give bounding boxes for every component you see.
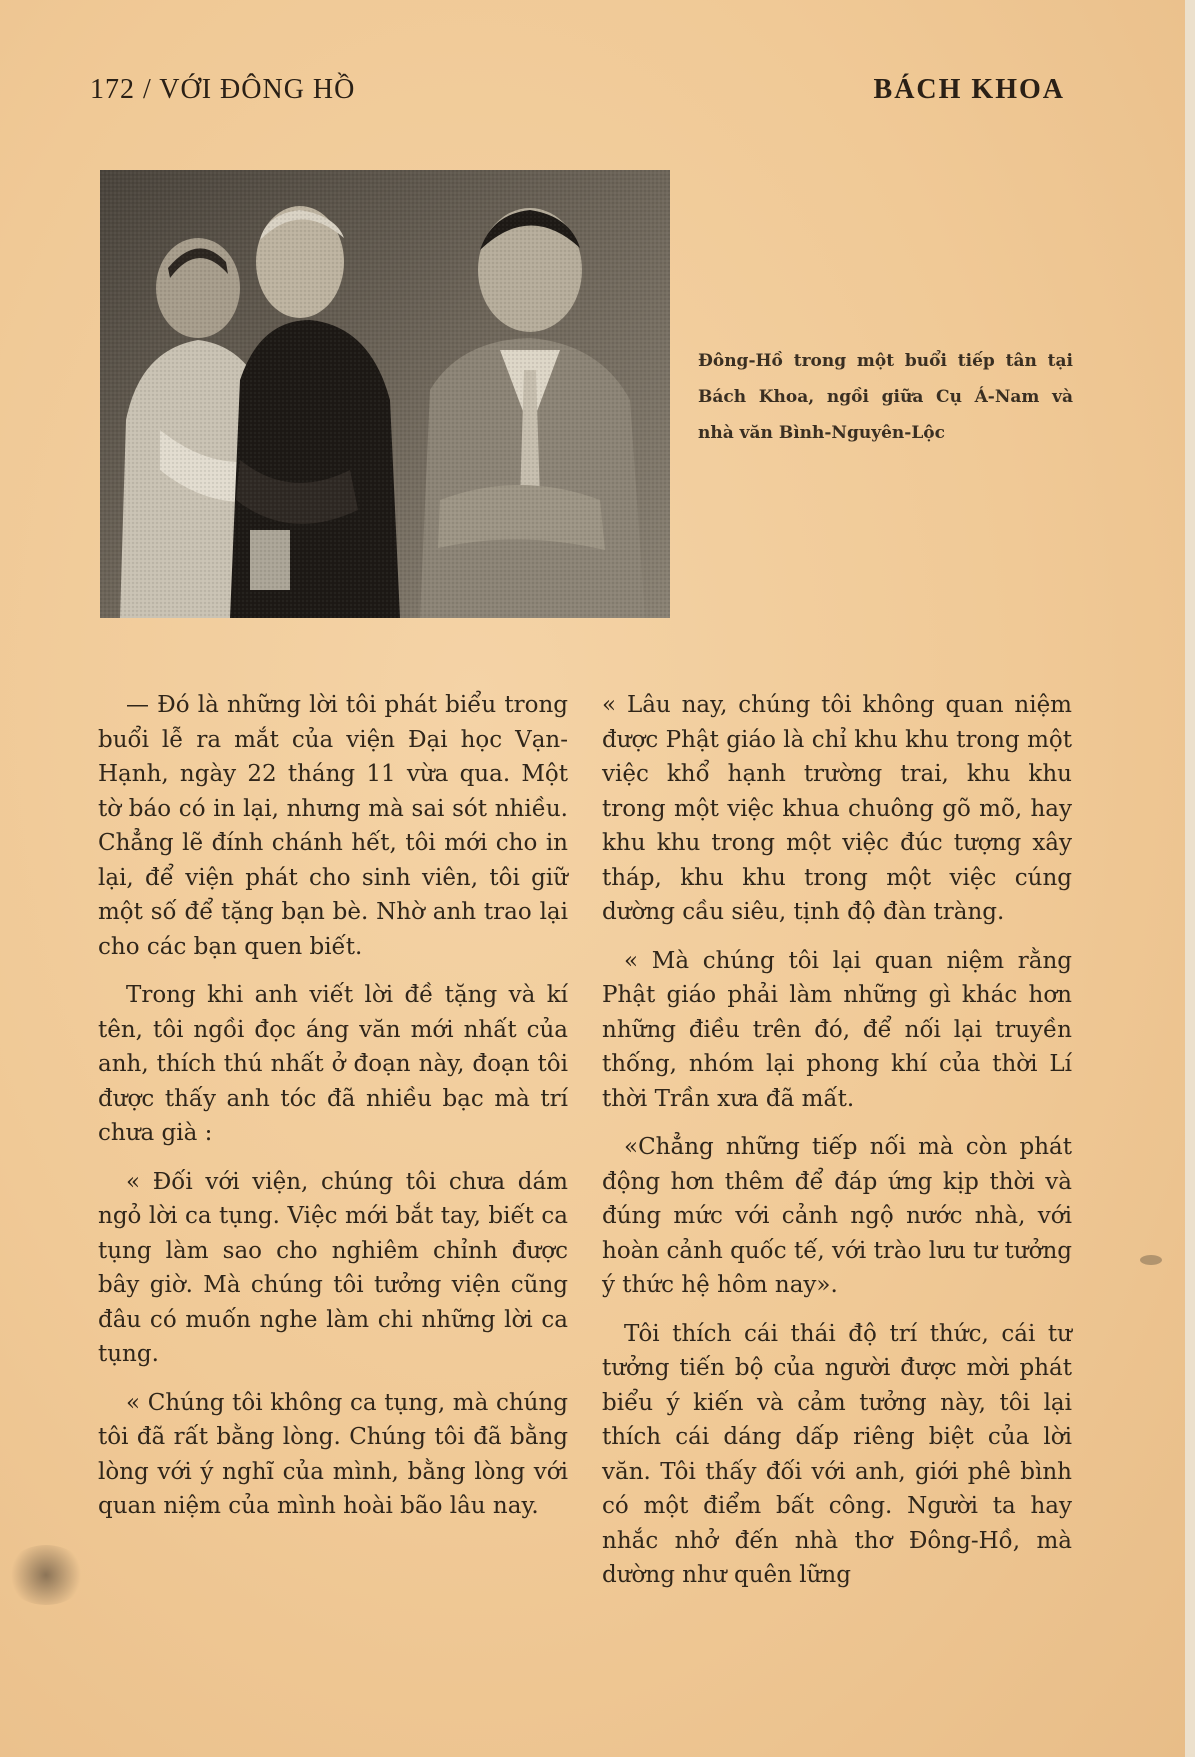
paragraph: Trong khi anh viết lời đề tặng và kí tên, tôi ngồi đọc áng văn mới nhất của anh, thích thú nhất ở đoạn này, đoạn tôi được thấy anh tóc đã nhiều bạc mà trí chưa già :: [98, 982, 568, 1146]
left-column: [98, 688, 568, 1538]
paragraph: « Mà chúng tôi lại quan niệm rằng Phật giáo phải làm những gì khác hơn những điều trên đó, để nối lại truyền thống, nhóm lại phong khí của thời Lí thời Trần xưa đã mất.: [602, 947, 1072, 1112]
paragraph: Tôi thích cái thái độ trí thức, cái tư tưởng tiến bộ của người được mời phát biểu ý kiến và cảm tưởng này, tôi lại thích cái dáng dấp riêng biệt của lời văn. Tôi thấy đối với anh, giới phê bình có một điểm bất công. Người ta hay nhắc nhở đến nhà thơ Đông-Hồ, mà dường như quên lững: [602, 1320, 1072, 1588]
photo-illustration: [100, 170, 670, 618]
journal-name: BÁCH KHOA: [873, 74, 1065, 105]
paragraph: — Đó là những lời tôi phát biểu trong buổi lễ ra mắt của viện Đại học Vạn-Hạnh, ngày 22 tháng 11 vừa qua. Một tờ báo có in lại, nhưng mà sai sót nhiều. Chẳng lẽ đính chánh hết, tôi mới cho in lại, để viện phát cho sinh viên, tôi giữ một số để tặng bạn bè. Nhờ anh trao lại cho các bạn quen biết.: [98, 692, 568, 960]
paragraph: « Đối với viện, chúng tôi chưa dám ngỏ lời ca tụng. Việc mới bắt tay, biết ca tụng làm sao cho nghiêm chỉnh được bây giờ. Mà chúng tôi tưởng viện cũng đâu có muốn nghe làm chi những lời ca tụng.: [98, 1168, 568, 1367]
ink-smudge: [6, 1545, 86, 1605]
paragraph: « Lâu nay, chúng tôi không quan niệm được Phật giáo là chỉ khu khu trong một việc khổ hạnh trường trai, khu khu trong một việc khua chuông gõ mõ, hay khu khu trong một việc đúc tượng xây tháp, khu khu trong một việc cúng dường cầu siêu, tịnh độ đàn tràng.: [602, 692, 1072, 925]
photo-caption: Đông-Hồ trong một buổi tiếp tân tại Bách Khoa, ngồi giữa Cụ Á-Nam và nhà văn Bình-Nguyên-Lộc: [698, 351, 1073, 443]
page-number-and-title: 172 / VỚI ĐÔNG HỒ: [90, 74, 356, 105]
paragraph: «Chẳng những tiếp nối mà còn phát động hơn thêm để đáp ứng kịp thời và đúng mức với cảnh ngộ nước nhà, với hoàn cảnh quốc tế, với trào lưu tư tưởng ý thức hệ hôm nay».: [602, 1134, 1072, 1298]
paper-spot: [1140, 1255, 1162, 1265]
paragraph: « Chúng tôi không ca tụng, mà chúng tôi đã rất bằng lòng. Chúng tôi đã bằng lòng với ý nghĩ của mình, bằng lòng với quan niệm của mình hoài bão lâu nay.: [98, 1389, 568, 1519]
photograph: [100, 170, 670, 618]
right-column: [602, 688, 1072, 1607]
page-header: [90, 74, 1065, 114]
